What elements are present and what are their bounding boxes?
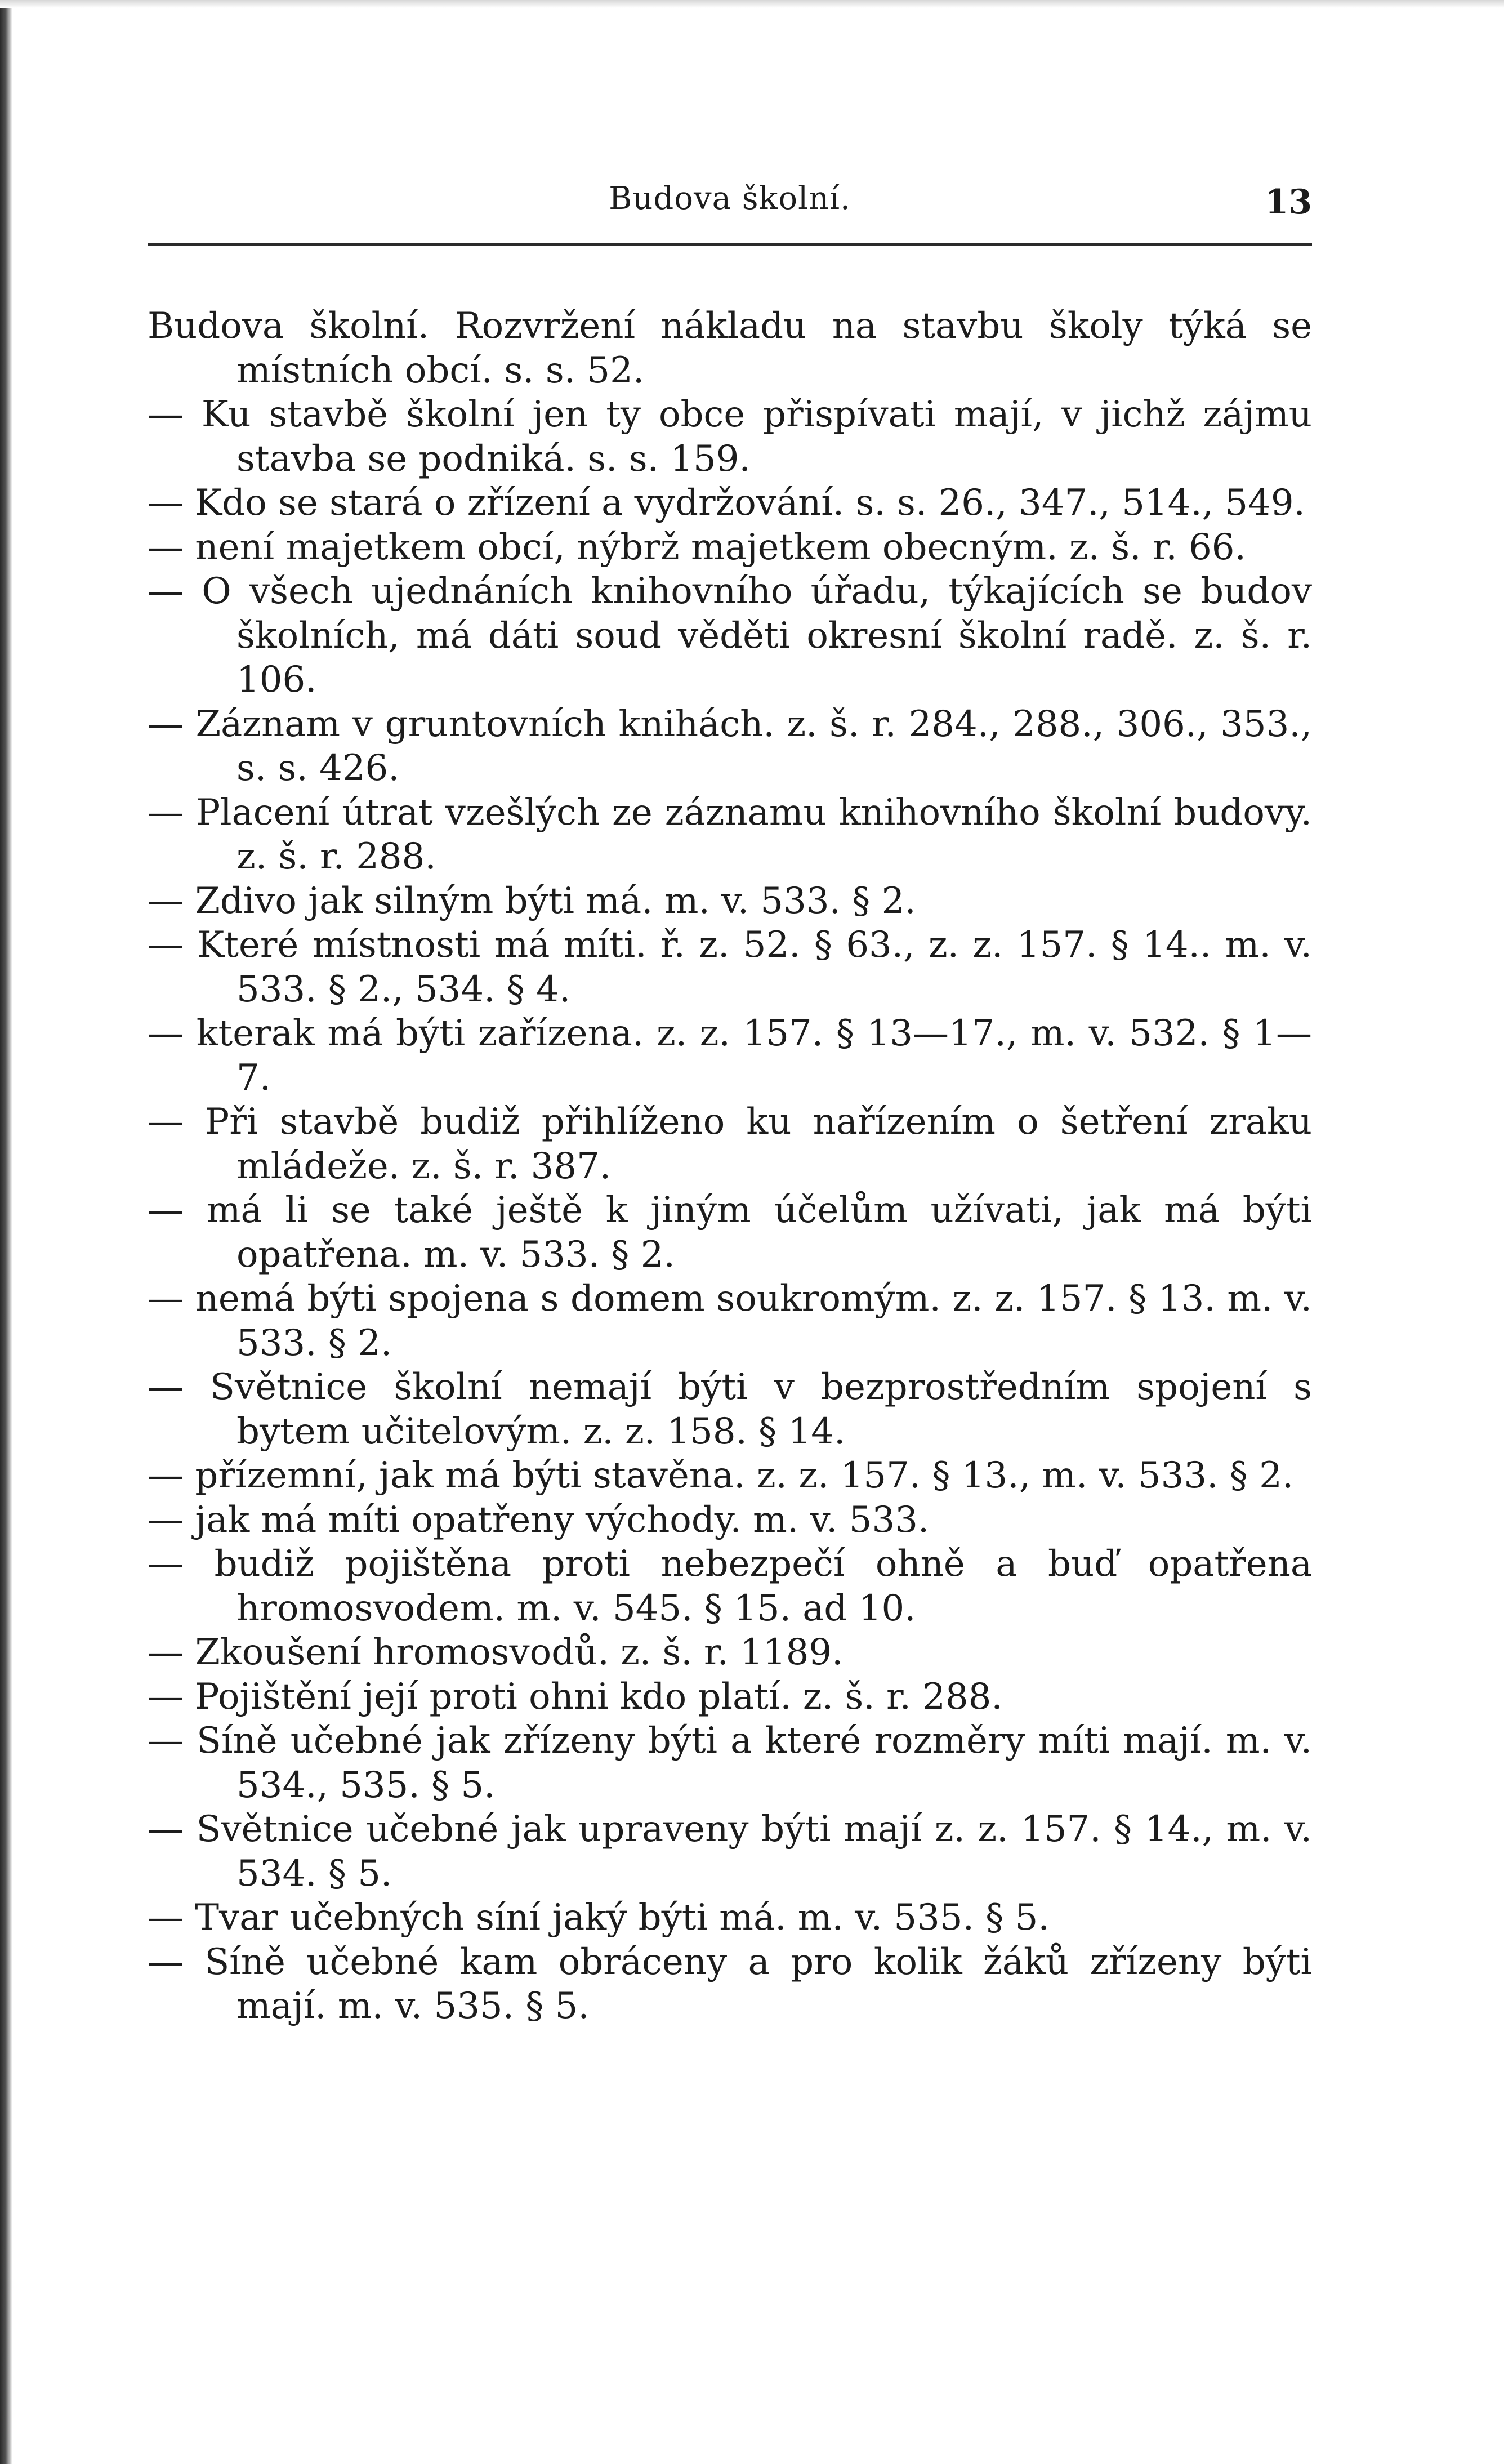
index-entry: — Světnice učebné jak upraveny býti mají z. z. 157. § 14., m. v. 534. § 5. xyxy=(148,1808,1312,1895)
page-scan-edge xyxy=(0,0,12,2464)
index-entry: — O všech ujednáních knihovního úřadu, týkajících se budov školních, má dáti soud věděti okresní školní radě. z. š. r. 106. xyxy=(148,571,1312,701)
index-entry: — budiž pojištěna proti nebezpečí ohně a buď opatřena hromosvodem. m. v. 545. § 15. ad 10. xyxy=(148,1543,1312,1629)
index-entry: — Které místnosti má míti. ř. z. 52. § 63., z. z. 157. § 14.. m. v. 533. § 2., 534. § 4. xyxy=(148,924,1312,1010)
index-entry: — Zdivo jak silným býti má. m. v. 533. § 2. xyxy=(148,880,916,922)
page-number: 13 xyxy=(1265,182,1312,222)
header-rule xyxy=(148,243,1312,246)
running-title: Budova školní. xyxy=(609,180,851,217)
index-entries xyxy=(148,304,1312,2029)
index-entry: — není majetkem obcí, nýbrž majetkem obecným. z. š. r. 66. xyxy=(148,526,1246,568)
index-entry: — přízemní, jak má býti stavěna. z. z. 157. § 13., m. v. 533. § 2. xyxy=(148,1455,1294,1496)
index-entry: — Placení útrat vzešlých ze záznamu knihovního školní budovy. z. š. r. 288. xyxy=(148,791,1312,877)
page-header xyxy=(148,180,1312,237)
index-entry: — Při stavbě budiž přihlíženo ku nařízením o šetření zraku mládeže. z. š. r. 387. xyxy=(148,1101,1312,1187)
index-entry: — Ku stavbě školní jen ty obce přispívati mají, v jichž zájmu stavba se podniká. s. s. 159. xyxy=(148,394,1312,480)
index-entry: — má li se také ještě k jiným účelům užívati, jak má býti opatřena. m. v. 533. § 2. xyxy=(148,1189,1312,1276)
index-entry: — Tvar učebných síní jaký býti má. m. v. 535. § 5. xyxy=(148,1897,1050,1939)
index-entry: — Světnice školní nemají býti v bezprostředním spojení s bytem učitelovým. z. z. 158. § 14. xyxy=(148,1366,1312,1452)
page-scan-top-edge xyxy=(0,0,1504,8)
index-entry: — kterak má býti zařízena. z. z. 157. § 13—17., m. v. 532. § 1—7. xyxy=(148,1013,1312,1099)
index-entry: — jak má míti opatřeny východy. m. v. 533. xyxy=(148,1499,930,1541)
index-entry: — Kdo se stará o zřízení a vydržování. s. s. 26., 347., 514., 549. xyxy=(148,482,1305,524)
index-entry: Budova školní. Rozvržení nákladu na stavbu školy týká se místních obcí. s. s. 52. xyxy=(148,305,1312,391)
index-entry: — Síně učebné kam obráceny a pro kolik žáků zřízeny býti mají. m. v. 535. § 5. xyxy=(148,1941,1312,2027)
index-entry: — nemá býti spojena s domem soukromým. z. z. 157. § 13. m. v. 533. § 2. xyxy=(148,1278,1312,1364)
index-entry: — Pojištění její proti ohni kdo platí. z. š. r. 288. xyxy=(148,1676,1003,1718)
index-entry: — Zkoušení hromosvodů. z. š. r. 1189. xyxy=(148,1632,844,1673)
index-entry: — Záznam v gruntovních knihách. z. š. r. 284., 288., 306., 353., s. s. 426. xyxy=(148,703,1312,789)
index-entry: — Síně učebné jak zřízeny býti a které rozměry míti mají. m. v. 534., 535. § 5. xyxy=(148,1720,1312,1806)
